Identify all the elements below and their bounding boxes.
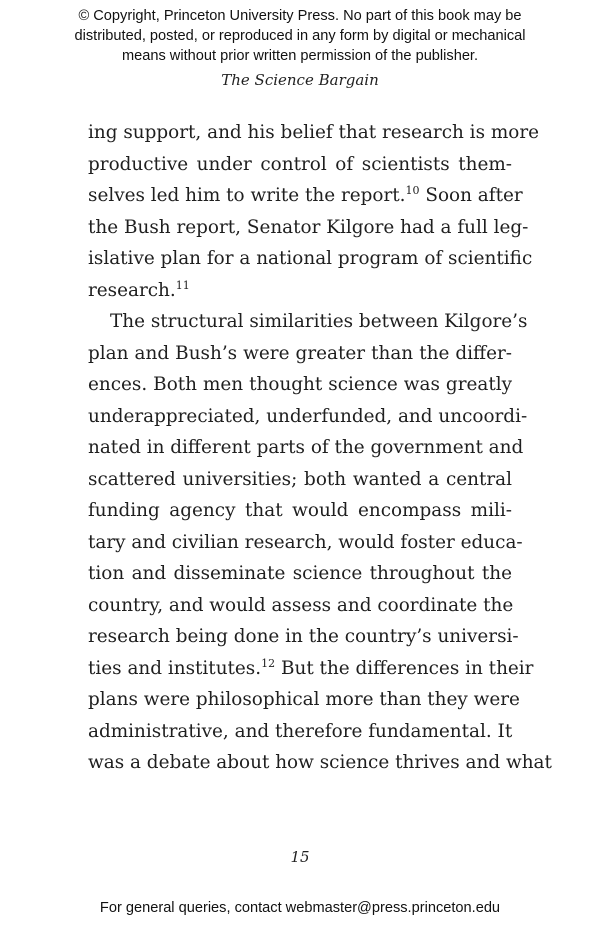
text-line <box>88 212 529 244</box>
line-text: plans were philosophical more than they were <box>88 689 520 710</box>
copyright-line: © Copyright, Princeton University Press. No part of this book may be <box>78 8 522 24</box>
line-text: administrative, and therefore fundamental. It <box>88 720 513 742</box>
line-text: research. <box>88 279 176 301</box>
footer-contact: For general queries, contact webmaster@press.princeton.edu <box>99 900 501 916</box>
line-text: islative plan for a national program of scientific <box>88 248 533 269</box>
footnote-marker[interactable]: 10 <box>405 184 420 197</box>
text-line <box>88 590 512 622</box>
line-text: country, and would assess and coordinate the <box>88 594 514 616</box>
body-text <box>88 117 552 779</box>
text-line <box>88 747 552 779</box>
copyright-line: means without prior written permission of the publisher. <box>121 48 479 64</box>
text-line <box>88 684 520 716</box>
text-line <box>88 716 512 748</box>
text-line <box>88 180 523 212</box>
line-text: scattered universities; both wanted a central <box>88 468 512 490</box>
text-line <box>88 306 528 338</box>
text-line <box>88 432 524 464</box>
line-text: Soon after <box>419 185 523 206</box>
line-text: The structural similarities between Kilgore’s <box>110 311 528 332</box>
line-text: the Bush report, Senator Kilgore had a full leg- <box>88 216 529 238</box>
text-line <box>88 369 512 401</box>
text-line <box>88 117 540 149</box>
line-text: selves led him to write the report. <box>88 185 406 206</box>
line-text: plan and Bush’s were greater than the differ- <box>88 342 512 364</box>
line-text: tion and disseminate science throughout the <box>88 563 512 584</box>
footnote-marker[interactable]: 12 <box>261 656 276 670</box>
text-line <box>88 338 512 370</box>
running-head: The Science Bargain <box>221 71 379 89</box>
line-text: ties and institutes. <box>88 657 262 679</box>
line-text: ences. Both men thought science was greatly <box>88 374 512 395</box>
line-text: research being done in the country’s universi- <box>88 626 519 647</box>
copyright-line: distributed, posted, or reproduced in any form by digital or mechanical <box>74 28 526 44</box>
footnote-marker[interactable]: 11 <box>175 278 190 292</box>
text-line <box>88 495 512 527</box>
line-text: was a debate about how science thrives and what <box>88 752 552 773</box>
page-number: 15 <box>290 848 310 866</box>
text-line <box>88 621 519 653</box>
line-text: funding agency that would encompass mili- <box>88 500 512 521</box>
text-line <box>88 275 512 307</box>
line-text: But the differences in their <box>275 657 534 679</box>
line-text: underappreciated, underfunded, and uncoordi- <box>88 405 528 427</box>
text-line <box>88 527 523 559</box>
line-text: ing support, and his belief that research is more <box>88 122 540 143</box>
text-line <box>88 149 512 181</box>
copyright-notice <box>0 6 600 66</box>
text-line <box>88 464 512 496</box>
text-line <box>88 401 528 433</box>
text-line <box>88 558 512 590</box>
line-text: tary and civilian research, would foster educa- <box>88 531 523 553</box>
line-text: productive under control of scientists them- <box>88 153 512 175</box>
text-line <box>88 243 533 275</box>
text-line <box>88 653 534 685</box>
line-text: nated in different parts of the government and <box>88 437 524 458</box>
